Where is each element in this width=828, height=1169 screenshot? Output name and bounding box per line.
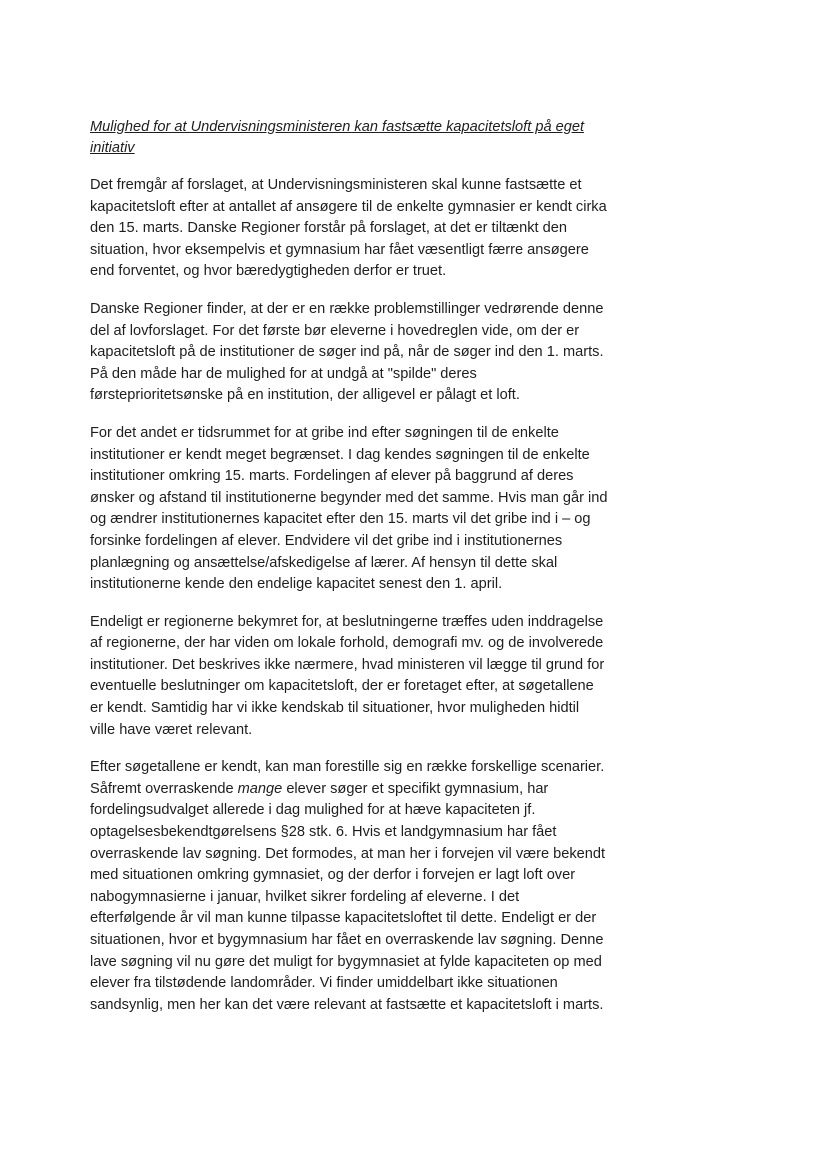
paragraph-3: For det andet er tidsrummet for at gribe ind efter søgningen til de enkelte institutioner er kendt meget begrænset. I dag kendes søgningen til de enkelte institutioner omkring 15. marts. Fordelingen af elever på baggrund af deres ønsker og afstand til institutionerne begynder med det samme. Hvis man går ind og ændrer institutionernes kapacitet efter den 15. marts vil det gribe ind i – og forsinke fordelingen af elever. Endvidere vil det gribe ind i institutionernes planlægning og ansættelse/afskedigelse af lærer. Af hensyn til dette skal institutionerne kende den endelige kapacitet senest den 1. april.: [90, 424, 608, 593]
paragraph-1: Det fremgår af forslaget, at Undervisningsministeren skal kunne fastsætte et kapacitetsloft efter at antallet af ansøgere til de enkelte gymnasier er kendt cirka den 15. marts. Danske Regioner forstår på forslaget, at det er tiltænkt den situation, hvor eksempelvis et gymnasium har fået væsentligt færre ansøgere end forventet, og hvor bæredygtigheden derfor er truet.: [90, 177, 607, 280]
paragraph-5-start: Efter søgetallene er kendt, kan man forestille sig en række forskellige scenarier. Såfremt overraskende: [90, 759, 605, 797]
paragraph-5: [90, 757, 608, 1016]
section-heading: Mulighed for at Undervisningsministeren kan fastsætte kapacitetsloft på eget initiativ: [90, 119, 585, 156]
paragraph-2: Danske Regioner finder, at der er en række problemstillinger vedrørende denne del af lovforslaget. For det første bør eleverne i hovedreglen vide, om der er kapacitetsloft på de institutioner de søger ind på, når de søger ind den 1. marts. På den måde har de mulighed for at undgå at "spilde" deres førsteprioritetsønske på en institution, der alligevel er pålagt et loft.: [90, 300, 604, 404]
paragraph-4: Endeligt er regionerne bekymret for, at beslutningerne træffes uden inddragelse af regionerne, der har viden om lokale forhold, demografi mv. og de involverede institutioner. Det beskrives ikke nærmere, hvad ministeren vil lægge til grund for eventuelle beslutninger om kapacitetsloft, der er foretaget efter, at søgetallene er kendt. Samtidig har vi ikke kendskab til situationer, hvor muligheden hidtil ville have været relevant.: [90, 613, 605, 738]
paragraph-5-emphasis: mange: [237, 780, 283, 797]
paragraph-5-end: elever søger et specifikt gymnasium, har fordelingsudvalget allerede i dag mulighed for at hæve kapaciteten jf. optagelsesbekendtgørelsens §28 stk. 6. Hvis et landgymnasium har fået overraskende lav søgning. Det formodes, at man her i forvejen vil være bekendt med situationen omkring gymnasiet, og der derfor i forvejen er lagt loft over nabogymnasierne i januar, hvilket sikrer fordeling af eleverne. I det efterfølgende år vil man kunne tilpasse kapacitetsloftet til dette. Endeligt er der situationen, hvor et bygymnasium har fået en overraskende lav søgning. Denne lave søgning vil nu gøre det muligt for bygymnasiet at fylde kapaciteten op med elever fra tilstødende landområder. Vi finder umiddelbart ikke situationen sandsynlig, men her kan det være relevant at fastsætte et kapacitetsloft i marts.: [90, 780, 606, 1013]
